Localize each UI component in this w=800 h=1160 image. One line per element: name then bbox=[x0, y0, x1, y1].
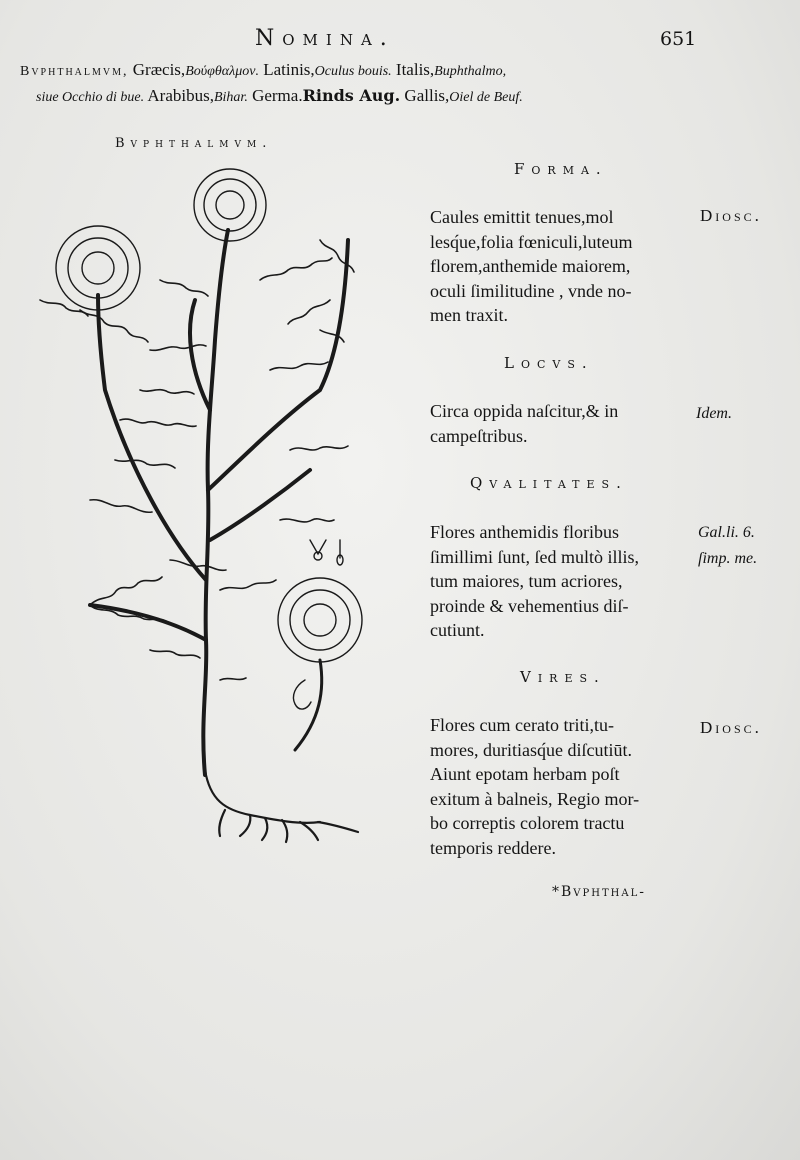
illustration-caption: Bvphthalmvm. bbox=[115, 136, 273, 151]
section-heading-forma: Forma. bbox=[514, 160, 608, 178]
root-system bbox=[205, 770, 358, 842]
text-line: tum maiores, tum acriores, bbox=[430, 571, 623, 591]
text-line: men traxit. bbox=[430, 305, 508, 325]
section-text-qualitates bbox=[430, 520, 700, 643]
text-line: lesq́ue,folia fœniculi,luteum bbox=[430, 231, 633, 252]
page-number: 651 bbox=[660, 28, 697, 50]
page-title: Nomina. bbox=[255, 26, 395, 51]
flower-head-top bbox=[194, 169, 266, 241]
latin-label: Latinis, bbox=[263, 60, 315, 79]
woodcut-plant-illustration bbox=[20, 160, 400, 850]
text-line: Caules emittit tenues,mol bbox=[430, 207, 614, 227]
section-text-locus bbox=[430, 399, 700, 448]
text-line: oculi ſimilitudine , vnde no- bbox=[430, 280, 632, 301]
section-heading-locus: Locvs. bbox=[504, 354, 594, 372]
text-line: florem,anthemide maiorem, bbox=[430, 256, 631, 276]
text-line: proinde & vehementius diſ- bbox=[430, 595, 629, 616]
margin-note-forma: Diosc. bbox=[700, 206, 762, 225]
section-heading-vires: Vires. bbox=[520, 668, 606, 686]
latin-name: Oculus bouis. bbox=[314, 64, 392, 79]
text-line: temporis reddere. bbox=[430, 837, 556, 858]
french-name: Oiel de Beuf. bbox=[449, 90, 523, 105]
italian-label: Italis, bbox=[395, 60, 435, 79]
text-line: bo correptis colorem tractu bbox=[430, 813, 625, 833]
stems bbox=[90, 230, 348, 775]
text-line: cutiunt. bbox=[430, 620, 485, 640]
margin-note-vires: Diosc. bbox=[700, 718, 762, 737]
text-line: exitum à balneis, Regio mor- bbox=[430, 788, 640, 809]
names-line-2 bbox=[36, 86, 523, 106]
german-name: Rinds Aug. bbox=[302, 86, 401, 105]
names-line-1 bbox=[20, 60, 506, 80]
section-heading-qualitates: Qvalitates. bbox=[470, 474, 628, 492]
text-line: Flores anthemidis floribus bbox=[430, 522, 619, 542]
flower-head-left bbox=[56, 226, 140, 310]
text-line: Flores cum cerato triti,tu- bbox=[430, 715, 614, 735]
feathery-leaves bbox=[40, 240, 354, 680]
german-label: Germa. bbox=[252, 86, 303, 105]
running-head bbox=[0, 22, 800, 52]
text-line: ſimillimi ſunt, ſed multò illis, bbox=[430, 546, 640, 567]
greek-name: Βούφθαλμον. bbox=[185, 64, 259, 79]
arabic-label: Arabibus, bbox=[147, 86, 214, 105]
italian-alt-name: siue Occhio di bue. bbox=[36, 90, 145, 105]
margin-note-qualitates-2: ſimp. me. bbox=[698, 550, 758, 567]
seed-detail bbox=[310, 540, 343, 565]
section-text-vires bbox=[430, 713, 700, 860]
french-label: Gallis, bbox=[404, 86, 450, 105]
text-line: Circa oppida naſcitur,& in bbox=[430, 401, 619, 421]
text-line: mores, duritiasq́ue diſcutiūt. bbox=[430, 739, 632, 760]
plant-name: Bvphthalmvm, bbox=[20, 64, 129, 79]
greek-label: Græcis, bbox=[132, 60, 186, 79]
section-text-forma bbox=[430, 205, 700, 328]
catchword: *Bvphthal- bbox=[552, 884, 646, 900]
text-line: campeſtribus. bbox=[430, 425, 528, 446]
margin-note-locus: Idem. bbox=[696, 405, 732, 422]
margin-note-qualitates-1: Gal.li. 6. bbox=[698, 524, 755, 541]
text-line: Aiunt epotam herbam poſt bbox=[430, 764, 620, 784]
flower-head-detail bbox=[278, 578, 362, 750]
arabic-name: Bihar. bbox=[213, 90, 248, 105]
italian-name: Buphthalmo, bbox=[434, 64, 507, 79]
